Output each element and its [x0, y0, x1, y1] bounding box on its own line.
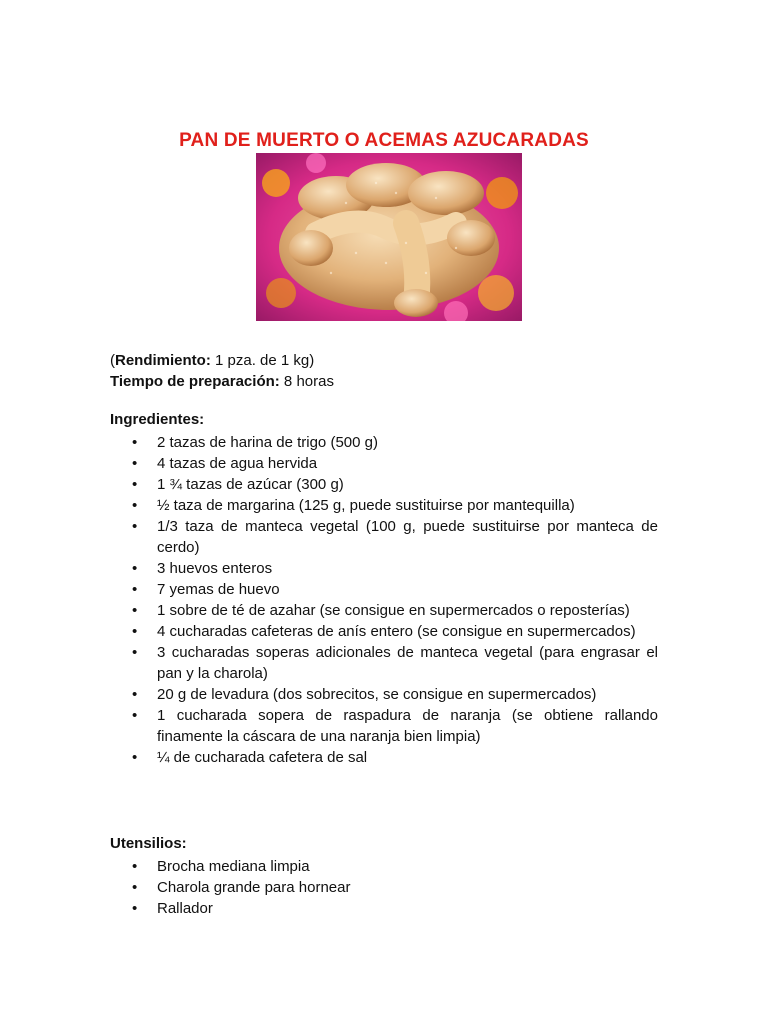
yield-value: 1 pza. de 1 kg): [210, 352, 315, 369]
utensils-list: [110, 856, 658, 919]
time-label: Tiempo de preparación:: [110, 373, 280, 390]
list-item: • 2 tazas de harina de trigo (500 g): [110, 432, 658, 453]
list-item: • 1 cucharada sopera de raspadura de naranja (se obtiene rallando finamente la cáscara de una naranja bien limpia): [110, 705, 658, 747]
ingredients-heading: Ingredientes:: [110, 411, 205, 428]
page-title: PAN DE MUERTO O ACEMAS AZUCARADAS: [179, 130, 589, 151]
list-item: • 20 g de levadura (dos sobrecitos, se consigue en supermercados): [110, 684, 658, 705]
list-item: • 1/3 taza de manteca vegetal (100 g, puede sustituirse por manteca de cerdo): [110, 516, 658, 558]
list-item: • 1 ¾ tazas de azúcar (300 g): [110, 474, 658, 495]
list-item: • Charola grande para hornear: [110, 877, 658, 898]
list-item: • ½ taza de margarina (125 g, puede sustituirse por mantequilla): [110, 495, 658, 516]
utensils-heading: Utensilios:: [110, 835, 187, 852]
list-item: • ¼ de cucharada cafetera de sal: [110, 747, 658, 768]
ingredients-list: [110, 432, 658, 768]
yield-label: Rendimiento:: [115, 352, 211, 369]
list-item: • 4 cucharadas cafeteras de anís entero (se consigue en supermercados): [110, 621, 658, 642]
recipe-meta: [110, 350, 334, 392]
list-item: • 3 cucharadas soperas adicionales de manteca vegetal (para engrasar el pan y la charola): [110, 642, 658, 684]
yield-line: [110, 350, 334, 371]
time-value: 8 horas: [279, 373, 334, 390]
list-item: • 3 huevos enteros: [110, 558, 658, 579]
pan-de-muerto-photo: [256, 153, 522, 321]
list-item: • Brocha mediana limpia: [110, 856, 658, 877]
list-item: • 7 yemas de huevo: [110, 579, 658, 600]
list-item: • Rallador: [110, 898, 658, 919]
list-item: • 4 tazas de agua hervida: [110, 453, 658, 474]
yield-open: (: [110, 352, 115, 369]
time-line: [110, 371, 334, 392]
list-item: • 1 sobre de té de azahar (se consigue en supermercados o reposterías): [110, 600, 658, 621]
